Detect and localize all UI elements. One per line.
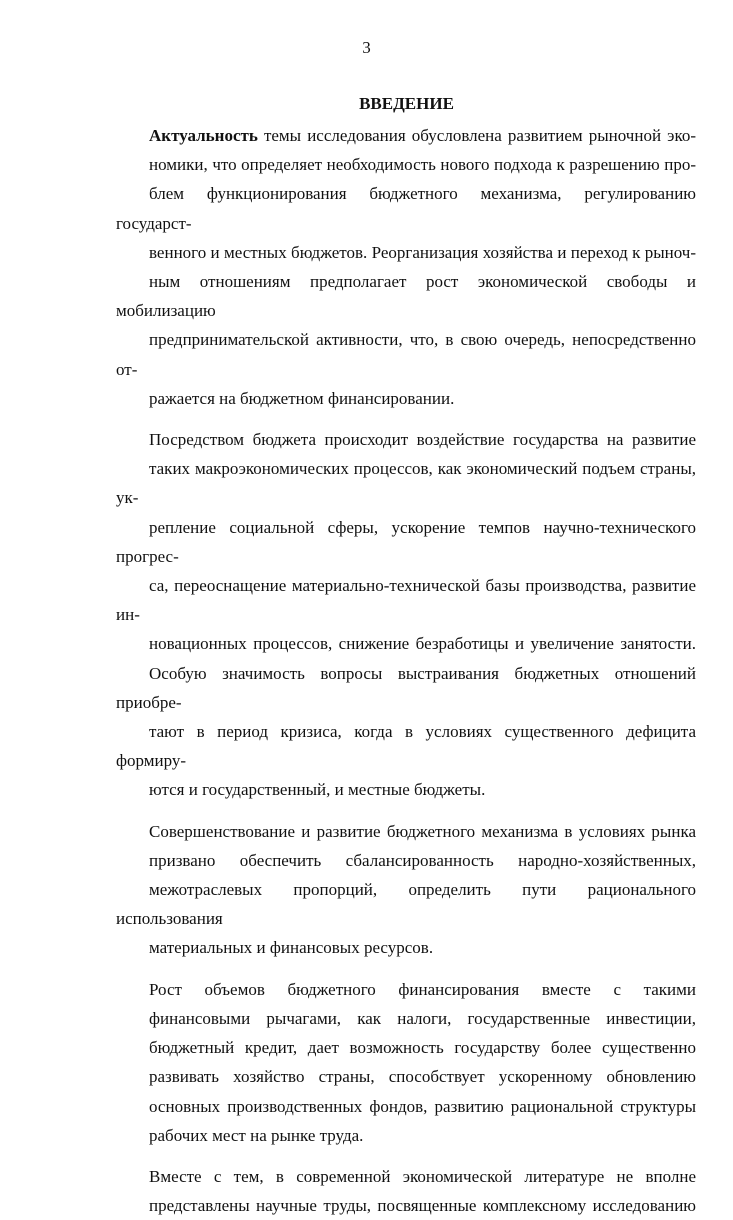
text-line: Рост объемов бюджетного финансирования вместе с такими bbox=[149, 979, 696, 999]
document-body bbox=[116, 121, 696, 1220]
text-line: ражается на бюджетном финансировании. bbox=[149, 388, 455, 408]
text-line: представлены научные труды, посвященные комплексному исследованию bbox=[149, 1196, 696, 1216]
text-line: таких макроэкономических процессов, как экономический подъем страны, ук- bbox=[116, 459, 696, 508]
page-heading: ВВЕДЕНИЕ bbox=[359, 94, 454, 113]
text-line: Совершенствование и развитие бюджетного механизма в условиях рынка bbox=[149, 821, 696, 841]
paragraph-improvement bbox=[116, 817, 696, 963]
text-line: репление социальной сферы, ускорение темпов научно-технического прогрес- bbox=[116, 517, 696, 566]
text-line: ются и государственный, и местные бюджеты. bbox=[149, 780, 486, 800]
text-line: новационных процессов, снижение безработицы и увеличение занятости. bbox=[149, 634, 696, 654]
paragraph-growth bbox=[116, 975, 696, 1150]
text-line: Актуальность темы исследования обусловлена развитием рыночной эко- bbox=[149, 126, 696, 145]
text-line: рабочих мест на рынке труда. bbox=[149, 1125, 364, 1145]
page-number: 3 bbox=[362, 38, 371, 57]
text-line: венного и местных бюджетов. Реорганизация хозяйства и переход к рыноч- bbox=[149, 242, 696, 262]
text-line: тают в период кризиса, когда в условиях существенного дефицита формиру- bbox=[116, 722, 696, 771]
bold-lead-word: Актуальность bbox=[149, 126, 258, 145]
text-line: блем функционирования бюджетного механизма, регулированию государст- bbox=[116, 184, 696, 233]
text-line: материальных и финансовых ресурсов. bbox=[149, 938, 434, 958]
text-line: са, переоснащение материально-технической базы производства, развитие ин- bbox=[116, 576, 696, 625]
text-line: предпринимательской активности, что, в свою очередь, непосредственно от- bbox=[116, 330, 696, 379]
text-line: номики, что определяет необходимость нового подхода к разрешению про- bbox=[149, 155, 696, 175]
text-line: межотраслевых пропорций, определить пути рационального использования bbox=[116, 880, 696, 929]
text-line: Особую значимость вопросы выстраивания бюджетных отношений приобре- bbox=[116, 663, 696, 712]
text-line: ным отношениям предполагает рост экономической свободы и мобилизацию bbox=[116, 272, 696, 321]
text-line: Вместе с тем, в современной экономической литературе не вполне bbox=[149, 1166, 696, 1186]
paragraph-literature bbox=[116, 1162, 696, 1220]
paragraph-budget-impact bbox=[116, 425, 696, 805]
text-line: развивать хозяйство страны, способствует ускоренному обновлению bbox=[149, 1067, 696, 1087]
text-line: бюджетный кредит, дает возможность государству более существенно bbox=[149, 1038, 696, 1058]
text-line: призвано обеспечить сбалансированность народно-хозяйственных, bbox=[149, 850, 696, 870]
paragraph-relevance bbox=[116, 121, 696, 413]
text-line: финансовыми рычагами, как налоги, государственные инвестиции, bbox=[149, 1008, 696, 1028]
text-line: Посредством бюджета происходит воздействие государства на развитие bbox=[149, 430, 696, 450]
text-line: основных производственных фондов, развитию рациональной структуры bbox=[149, 1096, 696, 1116]
